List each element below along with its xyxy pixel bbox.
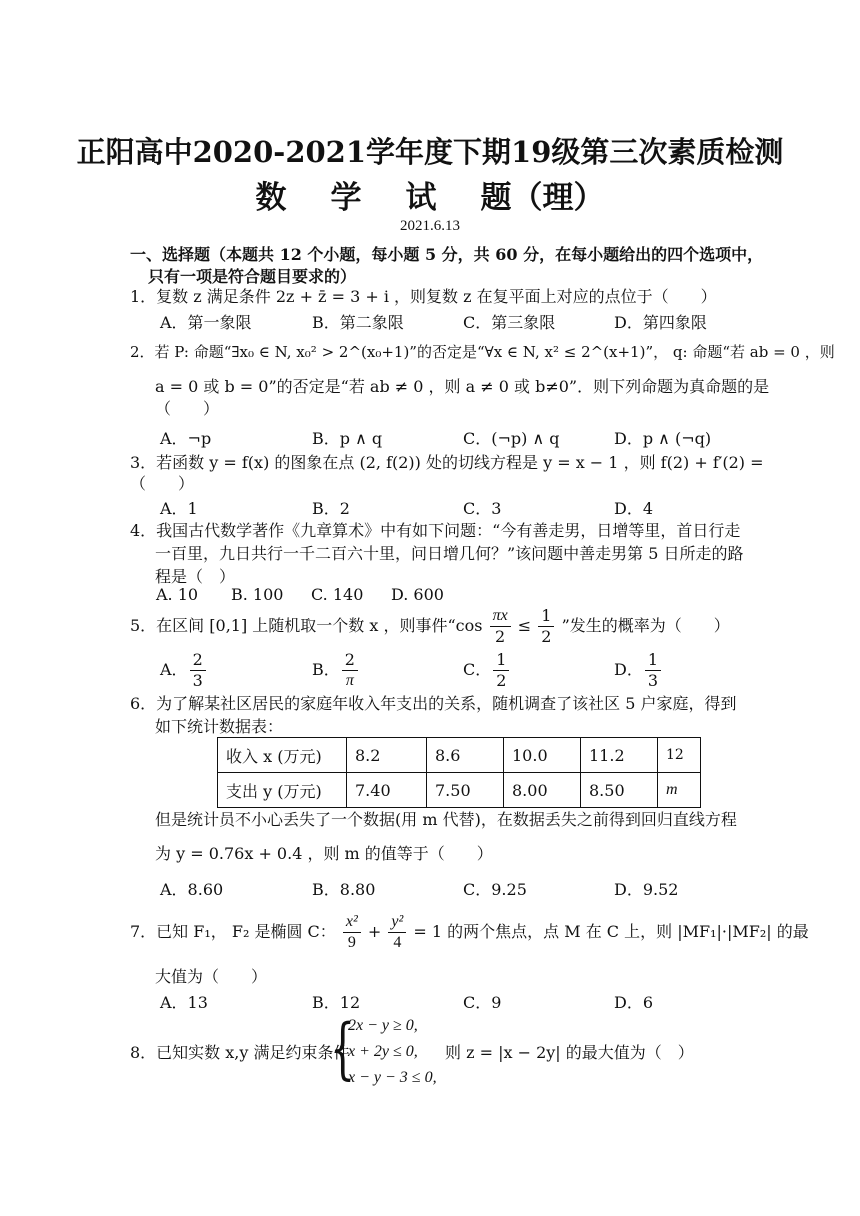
q1-option-a: A．第一象限 <box>160 313 252 332</box>
q7-option-d: D．6 <box>614 993 654 1012</box>
q4-option-c: C. 140 <box>311 585 364 604</box>
q5-option-b-den: π <box>345 672 354 689</box>
q5-option-b-label: B． <box>312 660 340 679</box>
q4-option-a: A. 10 <box>156 585 199 604</box>
q5-leq: ≤ <box>517 616 532 635</box>
q6-option-a: A．8.60 <box>160 880 224 899</box>
question-8-stem-pre: 8．已知实数 x,y 满足约束条件 <box>130 1043 350 1062</box>
question-2-stem-line2: a = 0 或 b = 0”的否定是“若 ab ≠ 0 ，则 a ≠ 0 或 b≠0”．则下列命题为真命题的是 <box>155 377 770 396</box>
question-2-stem-line3: （ ） <box>155 399 220 418</box>
q7-stem-post: = 1 的两个焦点，点 M 在 C 上，则 |MF₁|·|MF₂| 的最 <box>413 922 809 941</box>
table-cell: 7.50 <box>427 773 504 808</box>
q7-frac2-denominator: 4 <box>393 934 402 951</box>
q7-option-a: A．13 <box>160 993 208 1012</box>
question-4-stem-line3: 程是（ ） <box>155 567 236 586</box>
q5-stem-post: ”发生的概率为（ ） <box>561 616 730 635</box>
table-cell: 8.6 <box>427 738 504 773</box>
table-row <box>218 738 701 773</box>
q5-option-a-den: 3 <box>192 671 203 690</box>
constraint-3: x − y − 3 ≤ 0, <box>348 1069 437 1086</box>
table-cell: 支出 y (万元) <box>218 773 347 808</box>
constraint-2: x + 2y ≤ 0, <box>348 1043 418 1060</box>
table-cell: 收入 x (万元) <box>218 738 347 773</box>
q5-option-d-num: 1 <box>645 650 661 671</box>
q3-option-b: B．2 <box>312 499 350 518</box>
q5-option-c-num: 1 <box>493 650 509 671</box>
subject-title <box>0 172 860 217</box>
subject-char-3: 试 <box>405 180 437 216</box>
school-title: 正阳高中2020-2021学年度下期19级第三次素质检测 <box>76 135 784 169</box>
q3-option-c: C．3 <box>463 499 502 518</box>
question-5-stem <box>130 606 730 647</box>
section-heading-cont: 只有一项是符合题目要求的） <box>148 267 357 286</box>
q5-fraction-pix <box>490 606 511 647</box>
q4-option-d: D. 600 <box>391 585 444 604</box>
constraint-1: 2x − y ≥ 0, <box>348 1017 418 1034</box>
q1-option-b: B．第二象限 <box>312 313 404 332</box>
q5-option-a-label: A． <box>160 660 188 679</box>
q5-option-b-num: 2 <box>342 650 358 671</box>
q7-fraction-y <box>388 912 406 953</box>
table-cell: 12 <box>658 738 701 773</box>
question-3-stem-line2: （ ） <box>130 474 195 493</box>
q5-stem-pre: 5．在区间 [0,1] 上随机取一个数 x ，则事件“cos <box>130 616 483 635</box>
q3-option-a: A．1 <box>160 499 198 518</box>
table-cell: 7.40 <box>347 773 427 808</box>
q1-option-c: C．第三象限 <box>463 313 556 332</box>
q2-option-b: B．p ∧ q <box>312 429 383 448</box>
table-cell: 8.00 <box>504 773 581 808</box>
subject-char-4: 题（理） <box>480 180 605 216</box>
table-cell: m <box>658 773 701 808</box>
q7-frac1-numerator: x² <box>343 912 361 933</box>
question-6-stem-line2: 如下统计数据表： <box>155 717 284 736</box>
table-cell: 11.2 <box>581 738 658 773</box>
question-2-stem-line1: 2．若 P: 命题“∃x₀ ∈ N, x₀² > 2^(x₀+1)”的否定是“∀x ∈ N, x² ≤ 2^(x+1)”， q: 命题“若 ab = 0 ，则 <box>130 343 835 361</box>
q5-option-a <box>160 650 208 691</box>
table-cell: 8.50 <box>581 773 658 808</box>
q2-option-d: D．p ∧ (¬q) <box>614 429 712 448</box>
question-8-stem-post: 则 z = |x − 2y| 的最大值为（ ） <box>445 1043 694 1062</box>
q5-frac2-denominator: 2 <box>541 627 552 646</box>
subject-char-1: 数 <box>255 180 287 216</box>
q7-option-b: B．12 <box>312 993 361 1012</box>
question-6-stem-line4: 为 y = 0.76x + 0.4 ，则 m 的值等于（ ） <box>155 844 493 863</box>
q7-stem-pre: 7．已知 F₁， F₂ 是椭圆 C： <box>130 922 336 941</box>
table-cell: 8.2 <box>347 738 427 773</box>
q5-frac2-numerator: 1 <box>538 606 554 627</box>
exam-date: 2021.6.13 <box>400 218 460 234</box>
question-1-stem: 1．复数 z 满足条件 2z + z̄ = 3 + i ，则复数 z 在复平面上对应的点位于（ ） <box>130 287 717 306</box>
subject-char-2: 学 <box>330 180 362 216</box>
q6-option-b: B．8.80 <box>312 880 376 899</box>
q3-option-d: D．4 <box>614 499 654 518</box>
q7-option-c: C．9 <box>463 993 502 1012</box>
q5-option-b <box>312 650 360 691</box>
q2-option-a: A．¬p <box>160 429 212 448</box>
question-4-stem-line1: 4．我国古代数学著作《九章算术》中有如下问题：“今有善走男，日增等里，首日行走 <box>130 521 741 540</box>
q5-option-d-label: D． <box>614 660 643 679</box>
q5-option-d <box>614 650 663 691</box>
stats-table <box>217 737 701 808</box>
q5-option-c <box>463 650 511 691</box>
q5-frac1-denominator: 2 <box>495 627 506 646</box>
q5-fraction-half <box>538 606 554 647</box>
q6-option-c: C．9.25 <box>463 880 527 899</box>
question-4-stem-line2: 一百里，九日共行一千二百六十里，问日增几何？”该问题中善走男第 5 日所走的路 <box>155 544 744 563</box>
question-6-stem-line3: 但是统计员不小心丢失了一个数据(用 m 代替)，在数据丢失之前得到回归直线方程 <box>155 810 737 829</box>
question-7-stem-line1 <box>130 912 809 953</box>
q5-option-a-num: 2 <box>190 650 206 671</box>
question-3-stem-line1: 3．若函数 y = f(x) 的图象在点 (2, f(2)) 处的切线方程是 y = x − 1 ，则 f(2) + f′(2) = <box>130 453 764 472</box>
q7-frac1-denominator: 9 <box>347 934 356 951</box>
table-row <box>218 773 701 808</box>
question-7-stem-line2: 大值为（ ） <box>155 967 268 986</box>
q7-frac2-numerator: y² <box>388 912 406 933</box>
q6-option-d: D．9.52 <box>614 880 679 899</box>
constraint-brace: { <box>330 1010 356 1087</box>
question-6-stem-line1: 6．为了解某社区居民的家庭年收入年支出的关系，随机调查了该社区 5 户家庭，得到 <box>130 694 737 713</box>
q2-option-c: C．(¬p) ∧ q <box>463 429 560 448</box>
q4-option-b: B. 100 <box>231 585 284 604</box>
q7-fraction-x <box>343 912 361 953</box>
q1-option-d: D．第四象限 <box>614 313 707 332</box>
q5-frac1-numerator: πx <box>490 606 511 627</box>
table-cell: 10.0 <box>504 738 581 773</box>
q7-plus: + <box>367 922 382 941</box>
q5-option-c-label: C． <box>463 660 492 679</box>
q5-option-d-den: 3 <box>647 671 659 690</box>
q5-option-c-den: 2 <box>496 671 507 690</box>
section-heading: 一、选择题（本题共 12 个小题，每小题 5 分，共 60 分，在每小题给出的四个选项中， <box>130 245 764 264</box>
